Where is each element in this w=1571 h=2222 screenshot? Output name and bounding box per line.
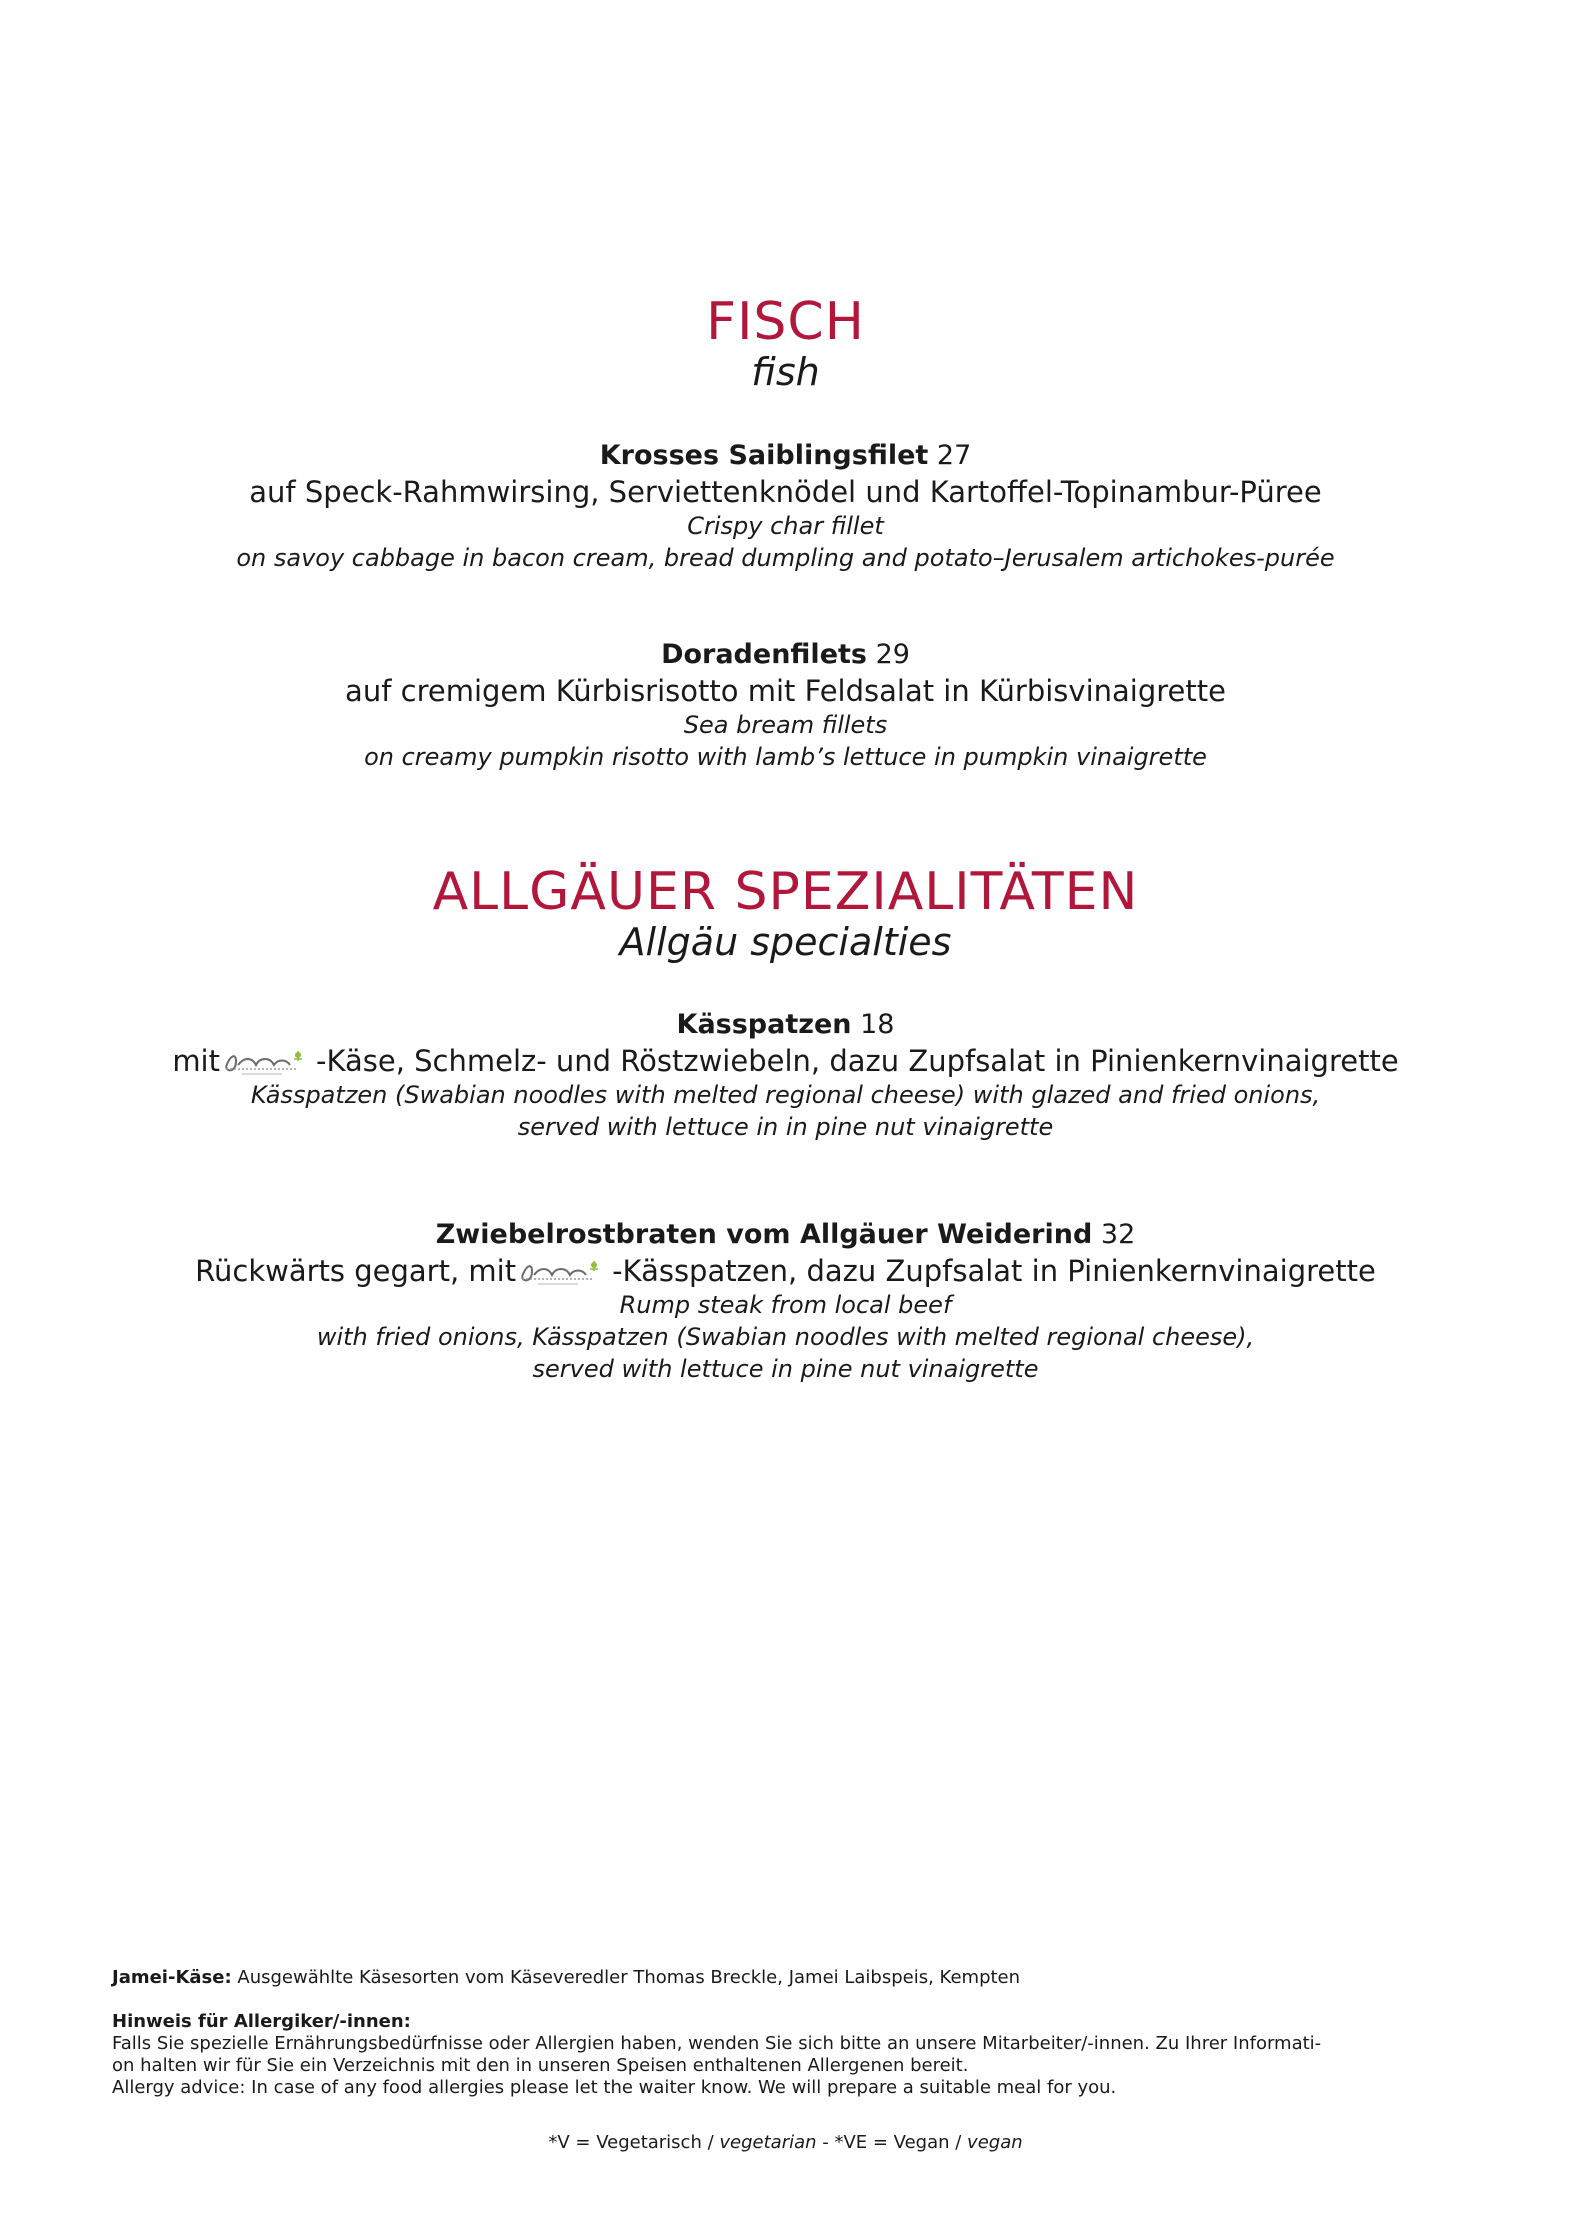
dish-description-en-line2: served with lettuce in pine nut vinaigrette xyxy=(532,1355,1039,1383)
dish-doradenfilets xyxy=(0,637,1571,773)
dish-name: Kässpatzen xyxy=(676,1009,852,1040)
jamei-note-label: Jamei-Käse: xyxy=(112,1967,232,1988)
dish-title xyxy=(0,637,1571,673)
jamei-note-text: Ausgewählte Käsesorten vom Käseveredler Thomas Breckle, Jamei Laibspeis, Kempten xyxy=(231,1967,1021,1988)
dish-price: 29 xyxy=(875,639,910,670)
allergy-heading: Hinweis für Allergiker/-innen: xyxy=(112,2011,411,2032)
allergy-line-3: Allergy advice: In case of any food allergies please let the waiter know. We will prepare a suitable meal for you. xyxy=(112,2077,1117,2098)
footer-notes xyxy=(112,1967,1352,2099)
section-title-allgaeuer: ALLGÄUER SPEZIALITÄTEN xyxy=(432,862,1139,922)
legend-vegetarian-en: vegetarian xyxy=(719,2132,817,2153)
dish-saiblingsfilet xyxy=(0,438,1571,574)
dish-zwiebelrostbraten xyxy=(0,1217,1571,1385)
dish-description-de xyxy=(0,1253,1571,1289)
dish-title xyxy=(0,1007,1571,1043)
dish-title-en: Sea bream fillets xyxy=(683,711,888,739)
dish-price: 32 xyxy=(1100,1219,1136,1250)
dish-description-de xyxy=(0,1043,1571,1079)
dish-name: Zwiebelrostbraten vom Allgäuer Weiderind xyxy=(435,1219,1093,1250)
legend-vegan-en: vegan xyxy=(967,2132,1023,2153)
dish-title-en: Rump steak from local beef xyxy=(619,1291,952,1319)
section-subtitle-allgaeu: Allgäu specialties xyxy=(619,920,952,964)
diet-legend xyxy=(0,2132,1571,2154)
dish-kaesspatzen xyxy=(0,1007,1571,1143)
dish-title xyxy=(0,1217,1571,1253)
legend-separator: - *VE = Vegan / xyxy=(816,2132,968,2153)
section-subtitle-fish: fish xyxy=(751,350,820,394)
dish-description-en: on creamy pumpkin risotto with lamb’s lettuce in pumpkin vinaigrette xyxy=(364,743,1207,771)
allergy-line-1: Falls Sie spezielle Ernährungsbedürfnisse oder Allergien haben, wenden Sie sich bitte an unsere Mitarbeiter/-innen. Zu Ihrer Informati- xyxy=(112,2033,1322,2054)
allergy-note xyxy=(112,2011,1352,2099)
dish-description-en-line1: Kässpatzen (Swabian noodles with melted regional cheese) with glazed and fried onions, xyxy=(250,1081,1321,1109)
section-title-fisch: FISCH xyxy=(706,292,865,352)
dish-description-prefix: Rückwärts gegart, mit xyxy=(195,1254,517,1288)
dish-price: 27 xyxy=(936,440,972,471)
jamei-logo-icon xyxy=(222,1047,314,1077)
jamei-logo-icon xyxy=(518,1257,610,1287)
dish-description-de: auf cremigem Kürbisrisotto mit Feldsalat in Kürbisvinaigrette xyxy=(345,674,1226,708)
dish-price: 18 xyxy=(860,1009,895,1040)
dish-description-rest: -Käse, Schmelz- und Röstzwiebeln, dazu Zupfsalat in Pinienkernvinaigrette xyxy=(316,1044,1399,1078)
dish-description-prefix: mit xyxy=(172,1044,220,1078)
dish-name: Krosses Saiblingsfilet xyxy=(599,440,929,471)
dish-name: Doradenfilets xyxy=(661,639,867,670)
jamei-note xyxy=(112,1967,1352,1989)
dish-description-rest: -Kässpatzen, dazu Zupfsalat in Pinienkernvinaigrette xyxy=(612,1254,1376,1288)
legend-vegetarian: *V = Vegetarisch / xyxy=(548,2132,720,2153)
dish-description-en-line2: served with lettuce in in pine nut vinaigrette xyxy=(517,1113,1054,1141)
allergy-line-2: on halten wir für Sie ein Verzeichnis mit den in unseren Speisen enthaltenen Allergenen bereit. xyxy=(112,2055,969,2076)
dish-description-de: auf Speck-Rahmwirsing, Serviettenknödel und Kartoffel-Topinambur-Püree xyxy=(249,475,1322,509)
dish-description-en: on savoy cabbage in bacon cream, bread dumpling and potato–Jerusalem artichokes-purée xyxy=(236,544,1335,572)
dish-description-en-line1: with fried onions, Kässpatzen (Swabian noodles with melted regional cheese), xyxy=(316,1323,1255,1351)
dish-title-en: Crispy char fillet xyxy=(687,512,884,540)
dish-title xyxy=(0,438,1571,474)
